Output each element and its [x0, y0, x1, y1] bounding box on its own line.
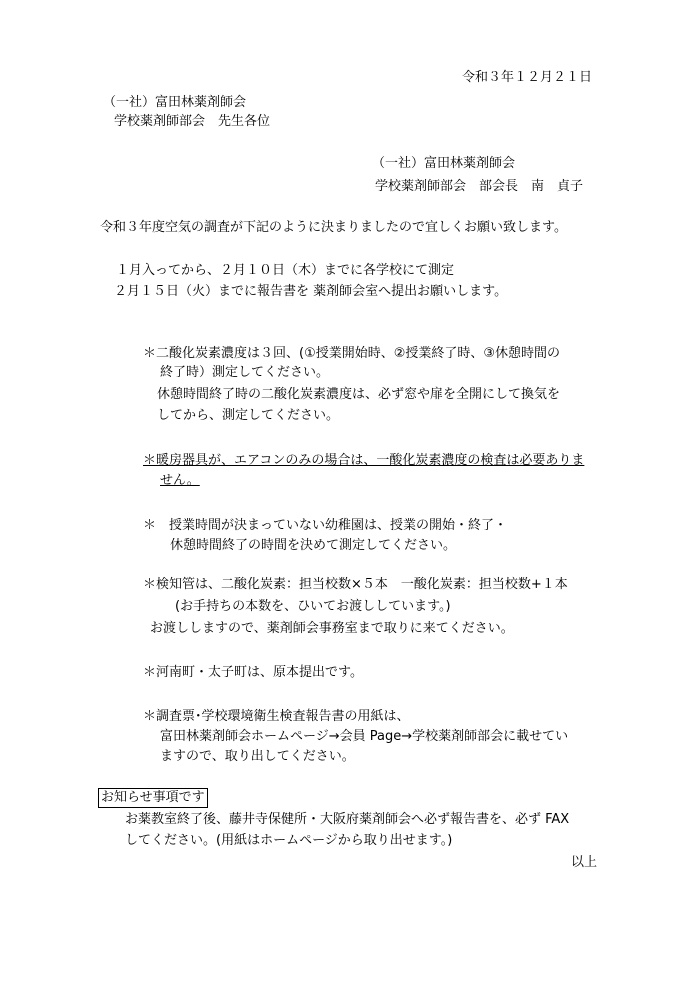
schedule-report: ２月１５日（火）までに報告書を 薬剤師会室へ提出お願いします。	[114, 284, 508, 299]
intro-text: 令和３年度空気の調査が下記のように決まりましたので宜しくお願い致します。	[100, 220, 567, 235]
recipient-org: （一社）富田林薬剤師会	[103, 95, 247, 110]
notice-line2: してください。(用紙はホームページから取り出せます。)	[125, 833, 453, 848]
form-item-line3: ますので、取り出してください。	[160, 749, 355, 764]
co2-item-line3: 休憩時間終了時の二酸化炭素濃度は、必ず窓や扉を全開にして換気を	[157, 387, 561, 402]
co2-item-line1: ＊二酸化炭素濃度は３回、(①授業開始時、②授業終了時、③休憩時間の	[143, 346, 561, 361]
form-item-line2: 富田林薬剤師会ホームページ→会員 Page→学校薬剤師部会に載せてい	[160, 729, 569, 744]
heater-item-line1: ＊暖房器具が、エアコンのみの場合は、一酸化炭素濃度の検査は必要ありま	[143, 453, 585, 468]
tube-item-line2: (お手持ちの本数を、ひいてお渡ししています。)	[175, 599, 451, 614]
document-date: 令和３年１２月２１日	[462, 70, 593, 85]
notice-line1: お薬教室終了後、藤井寺保健所・大阪府薬剤師会へ必ず報告書を、必ず FAX	[125, 812, 570, 827]
kindergarten-item-line2: 休憩時間終了の時間を決めて測定してください。	[170, 538, 457, 553]
form-item-line1: ＊調査票･学校環境衛生検査報告書の用紙は、	[143, 709, 410, 724]
tube-item-line3: お渡ししますので、薬剤師会事務室まで取りに来てください。	[150, 621, 514, 636]
schedule-measure: １月入ってから、２月１０日（木）までに各学校にて測定	[116, 263, 455, 278]
heater-item-line2: せん。	[160, 473, 200, 488]
recipient-department: 学校薬剤師部会 先生各位	[114, 114, 271, 129]
notice-title: お知らせ事項です	[98, 788, 208, 808]
co2-item-line2: 終了時）測定してください。	[160, 365, 330, 380]
co2-item-line4: してから、測定してください。	[157, 408, 340, 423]
tube-item-line1: ＊検知管は、二酸化炭素：担当校数×５本 一酸化炭素：担当校数+１本	[143, 577, 568, 592]
sender-org: （一社）富田林薬剤師会	[372, 156, 516, 171]
sender-department: 学校薬剤師部会 部会長 南 貞子	[375, 179, 584, 194]
closing-text: 以上	[571, 855, 598, 870]
kindergarten-item-line1: ＊ 授業時間が決まっていない幼稚園は、授業の開始・終了・	[143, 518, 508, 533]
kanan-item: ＊河南町・太子町は、原本提出です。	[143, 665, 363, 680]
